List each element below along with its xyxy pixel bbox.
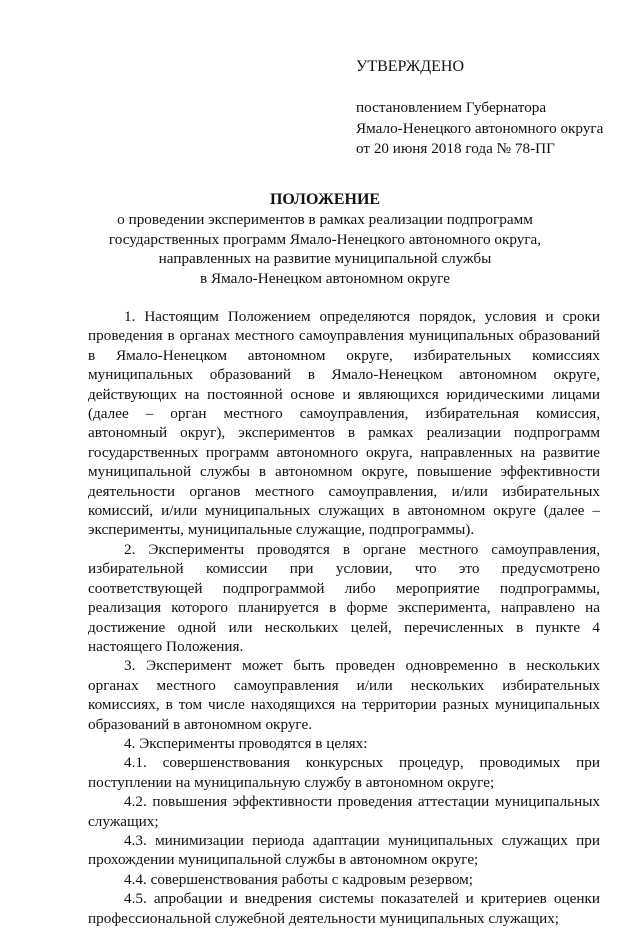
document-body [88, 307, 600, 928]
document-heading [90, 190, 560, 288]
document-subtitle-line: о проведении экспериментов в рамках реализации подпрограмм [117, 211, 533, 228]
paragraph-4: 4. Эксперименты проводятся в целях: [124, 734, 368, 752]
paragraph-1: 1. Настоящим Положением определяются порядок, условия и сроки проведения в органах местного самоуправления муниципальных образований в Ямало-Ненецком автономном округе, избирательных комиссиях муниципальных образований в Ямало-Ненецком автономном округе, действующих на постоянной основе и являющихся юридическими лицами (далее – орган местного самоуправления, избирательная комиссия, автономный округ), экспериментов в рамках реализации подпрограмм государственных программ автономного округа, направленных на развитие муниципальной службы в автономном округе, повышение эффективности деятельности органов местного самоуправления, и/или избирательных комиссий, и/или муниципальных служащих в автономном округе (далее – эксперименты, муниципальные служащие, подпрограммы). [88, 308, 600, 539]
paragraph-4-3: 4.3. минимизации периода адаптации муниципальных служащих при прохождении муниципальной службы в автономном округе; [88, 831, 600, 869]
approval-stamp [356, 58, 626, 160]
paragraph-4-1: 4.1. совершенствования конкурсных процедур, проводимых при поступлении на муниципальную службу в автономном округе; [88, 754, 600, 791]
paragraph-4-2: 4.2. повышения эффективности проведения аттестации муниципальных служащих; [88, 793, 600, 830]
approval-line: постановлением Губернатора [356, 99, 547, 116]
document-subtitle-line: направленных на развитие муниципальной службы [158, 250, 492, 267]
document-title: ПОЛОЖЕНИЕ [269, 191, 381, 208]
approval-line: Ямало-Ненецкого автономного округа [356, 119, 604, 137]
approval-title: УТВЕРЖДЕНО [356, 58, 465, 75]
paragraph-3: 3. Эксперимент может быть проведен одновременно в нескольких органах местного самоуправления и/или нескольких избирательных комиссиях, в том числе находящихся на территории разных муниципальных образований в автономном округе. [88, 657, 600, 733]
paragraph-4-5: 4.5. апробации и внедрения системы показателей и критериев оценки профессиональной служебной деятельности муниципальных служащих; [88, 890, 600, 927]
approval-line: от 20 июня 2018 года № 78-ПГ [356, 140, 555, 157]
paragraph-4-4: 4.4. совершенствования работы с кадровым резервом; [124, 870, 473, 888]
paragraph-2: 2. Эксперименты проводятся в органе местного самоуправления, избирательной комиссии при условии, что это предусмотрено соответствующей подпрограммой либо мероприятие подпрограммы, реализация которого планируется в форме эксперимента, направлено на достижение одной или нескольких целей, перечисленных в пункте 4 настоящего Положения. [88, 540, 600, 655]
document-subtitle-line: государственных программ Ямало-Ненецкого автономного округа, [108, 230, 542, 248]
document-subtitle-line: в Ямало-Ненецком автономном округе [200, 269, 450, 287]
